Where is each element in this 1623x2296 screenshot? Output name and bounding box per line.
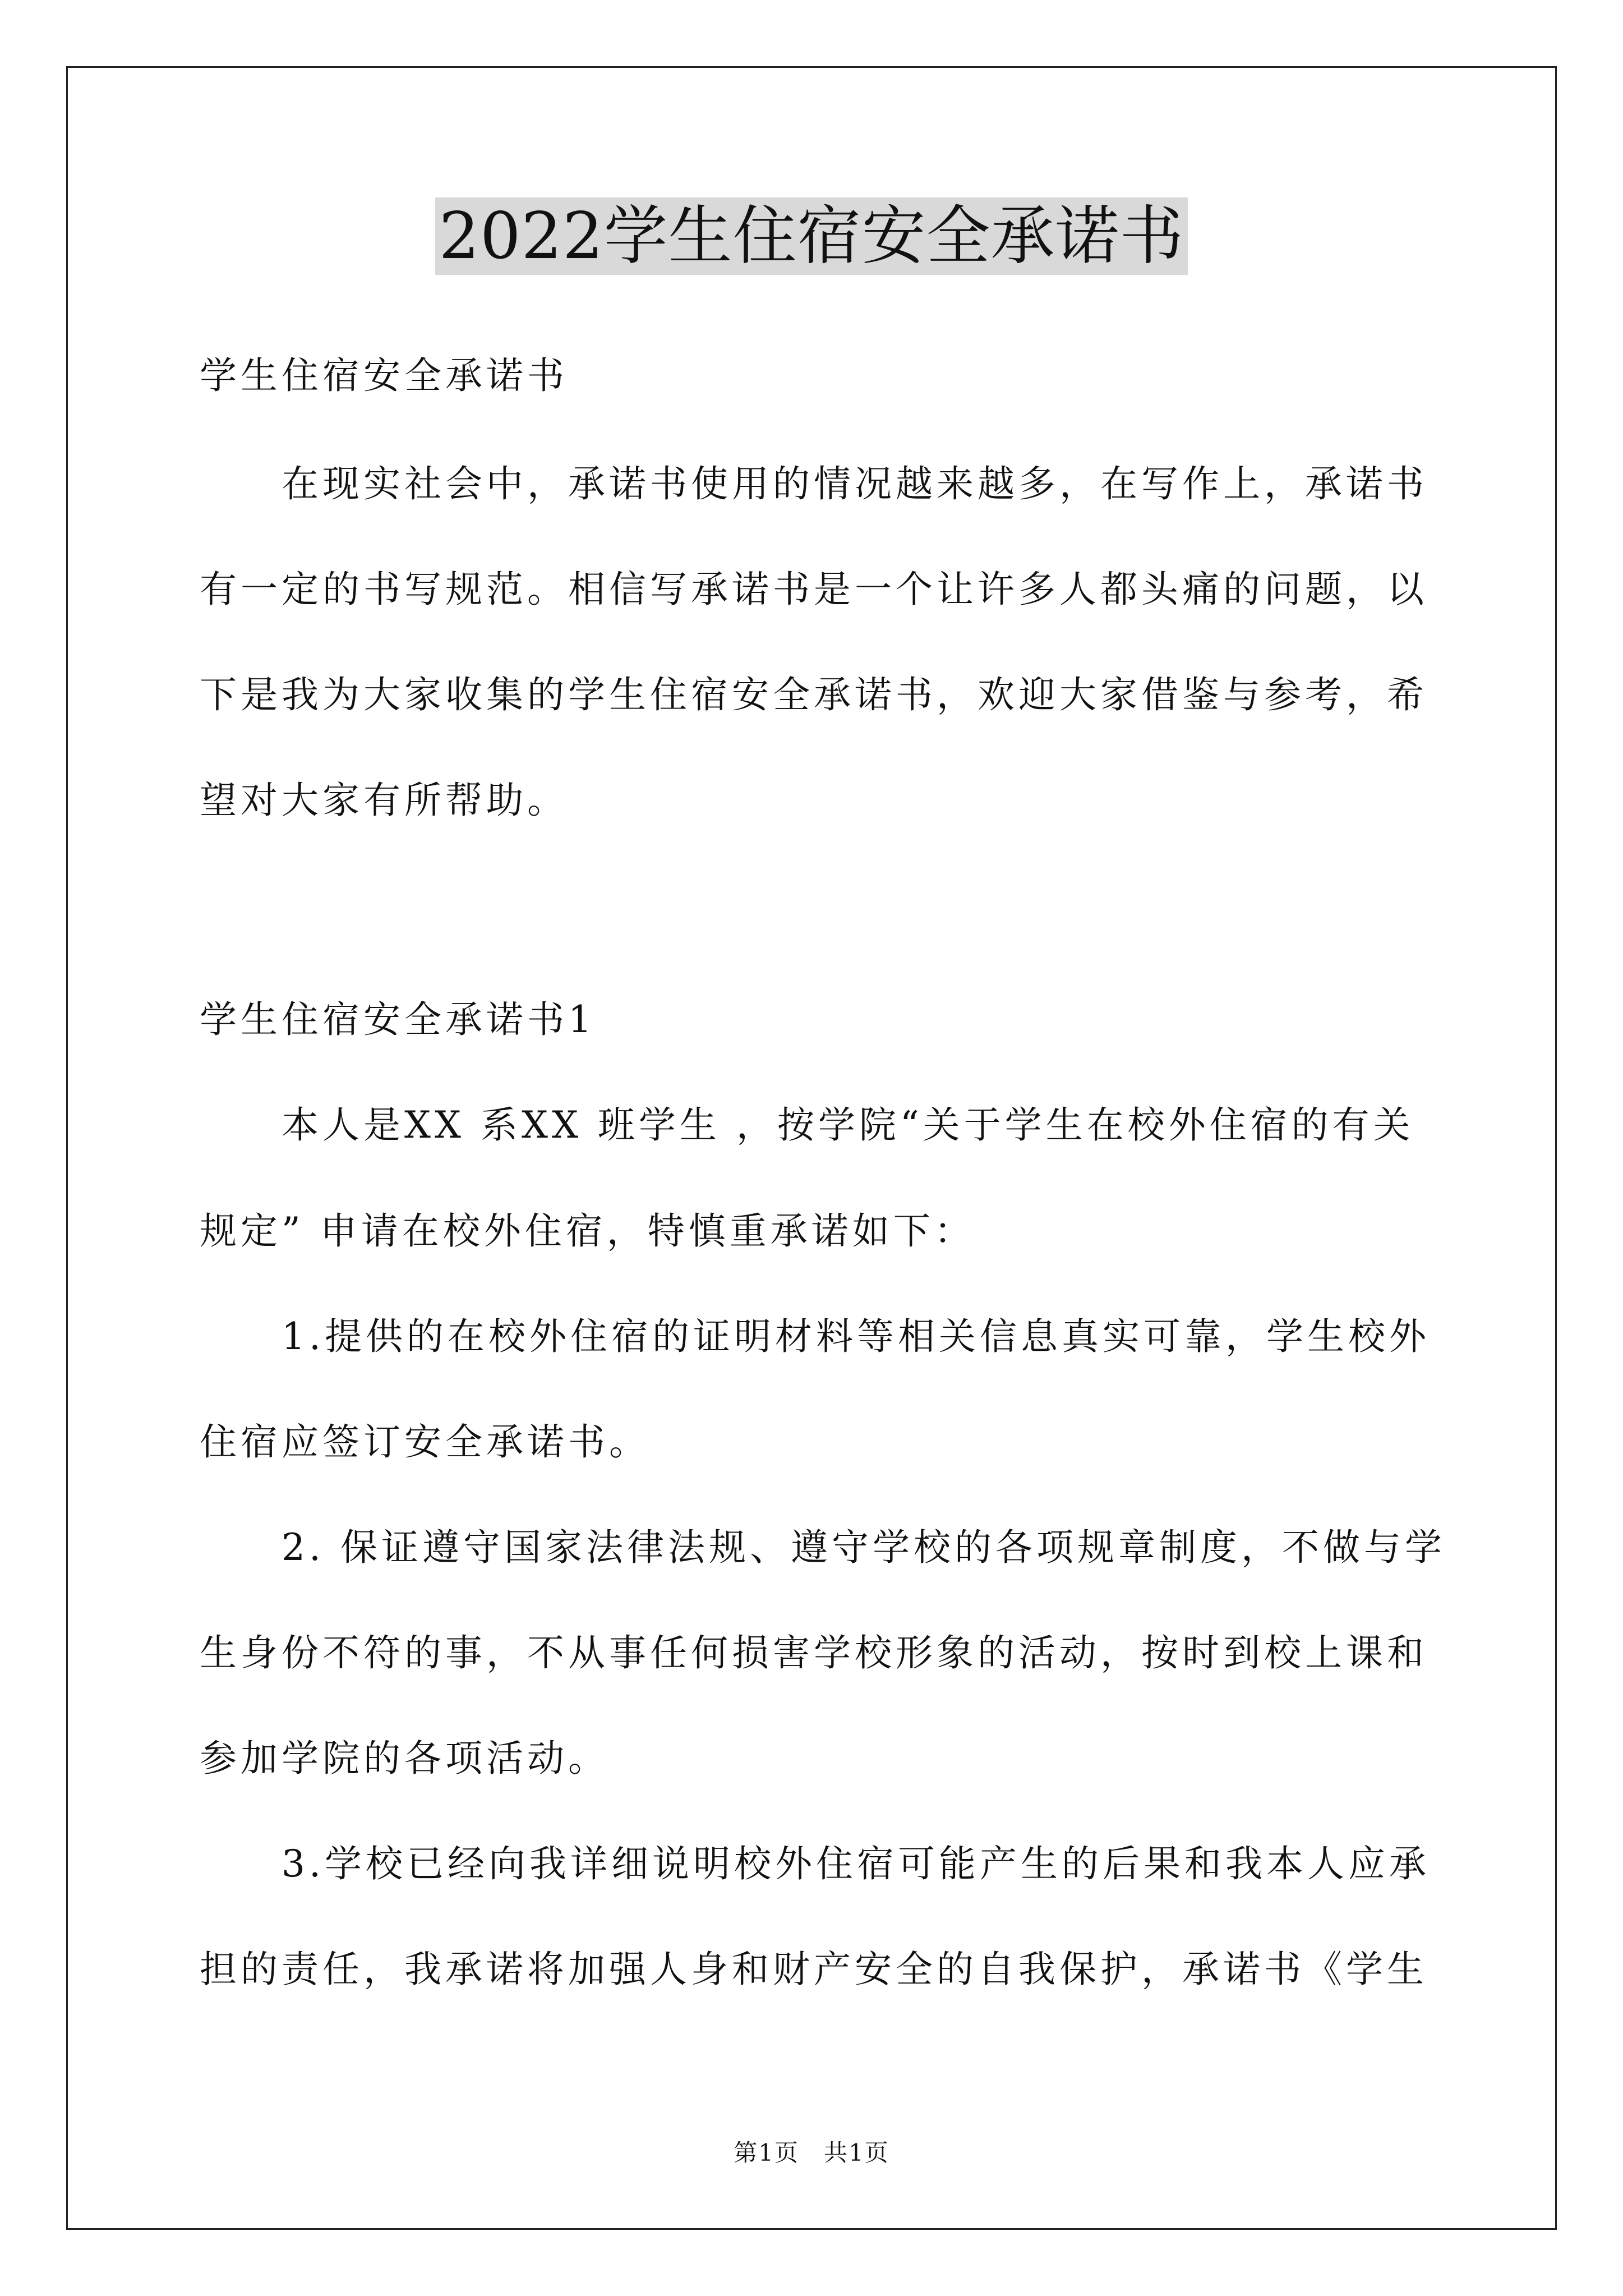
body-line-8: 3.学校已经向我详细说明校外住宿可能产生的后果和我本人应承 bbox=[200, 1842, 1430, 1885]
body-line-1: 本人是XX 系XX 班学生 ，按学院“关于学生在校外住宿的有关 bbox=[200, 1103, 1414, 1147]
body-line-2: 规定” 申请在校外住宿，特慎重承诺如下： bbox=[200, 1209, 975, 1253]
body-line-5: 2. 保证遵守国家法律法规、遵守学校的各项规章制度，不做与学 bbox=[200, 1526, 1446, 1569]
body-line-7: 参加学院的各项活动。 bbox=[200, 1737, 609, 1780]
intro-line-2: 有一定的书写规范。相信写承诺书是一个让许多人都头痛的问题，以 bbox=[200, 568, 1428, 611]
intro-line-4: 望对大家有所帮助。 bbox=[200, 779, 568, 822]
title-container bbox=[0, 197, 1623, 275]
body-line-4: 住宿应签订安全承诺书。 bbox=[200, 1420, 650, 1464]
body-line-3: 1.提供的在校外住宿的证明材料等相关信息真实可靠，学生校外 bbox=[200, 1315, 1430, 1358]
section-heading: 学生住宿安全承诺书1 bbox=[200, 998, 596, 1041]
body-line-6: 生身份不符的事，不从事任何损害学校形象的活动，按时到校上课和 bbox=[200, 1631, 1428, 1674]
page-footer: 第1页 共1页 bbox=[734, 2139, 889, 2166]
document-title: 2022学生住宿安全承诺书 bbox=[435, 197, 1187, 275]
document-subtitle: 学生住宿安全承诺书 bbox=[200, 354, 568, 397]
body-line-9: 担的责任，我承诺将加强人身和财产安全的自我保护，承诺书《学生 bbox=[200, 1948, 1428, 1991]
intro-line-1: 在现实社会中，承诺书使用的情况越来越多，在写作上，承诺书 bbox=[200, 462, 1428, 505]
intro-line-3: 下是我为大家收集的学生住宿安全承诺书，欢迎大家借鉴与参考，希 bbox=[200, 673, 1428, 716]
